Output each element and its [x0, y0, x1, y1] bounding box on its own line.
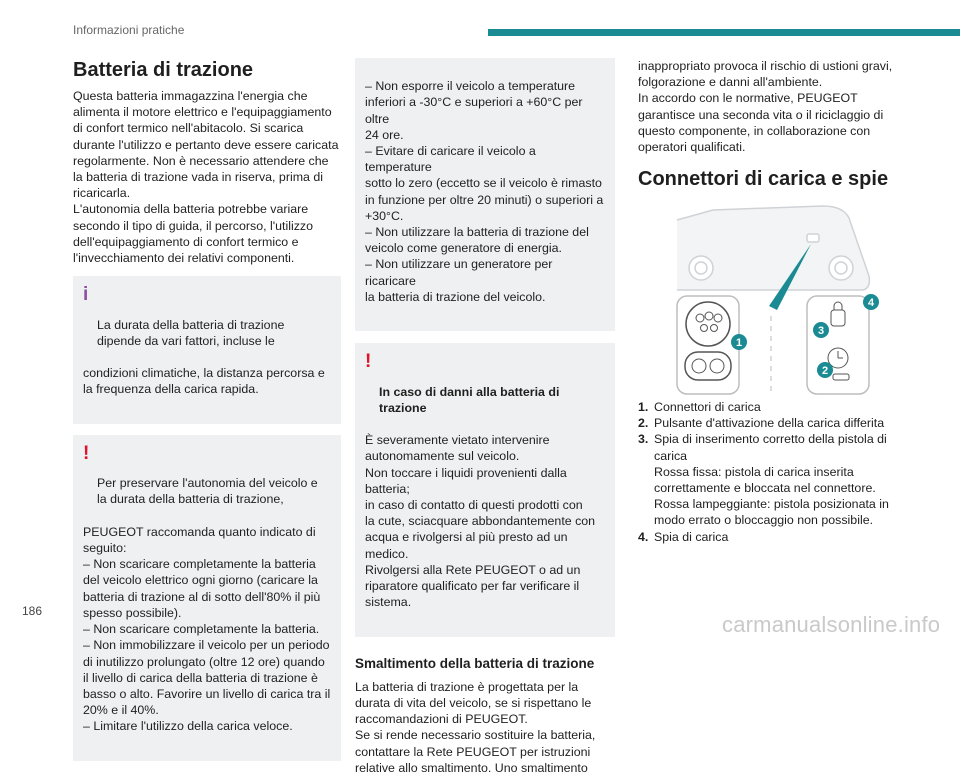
callout-1-label: 1 — [735, 337, 743, 349]
legend-text: Spia di carica — [654, 529, 729, 544]
info-note-first: La durata della batteria di trazione dipende da vari fattori, incluse le — [97, 317, 285, 348]
damage-warning-title: In caso di danni alla batteria di trazione — [379, 384, 560, 415]
callout-2 — [817, 362, 833, 378]
legend-text: Pulsante d'attivazione della carica differita — [654, 416, 885, 431]
vehicle-outline — [677, 206, 869, 290]
section-title-traction-battery: Batteria di trazione — [73, 59, 254, 81]
callout-3 — [813, 322, 829, 338]
legend-text: Connettori di carica — [654, 400, 761, 414]
legend-text: Spia di inserimento corretto della pistola di carica Rossa fissa: pistola di carica inserita correttamente e bloccata nel connettore. Rossa lampeggiante: pistola posizionata in modo errato o bloccaggio non possibile. — [654, 432, 889, 528]
diagram-legend — [638, 399, 903, 545]
warning-note-rest: PEUGEOT raccomanda quanto indicato di seguito: – Non scaricare completamente la batteria del veicolo elettrico ogni giorno (caricare la batteria di trazione al di sotto dell'80% il più spesso possibile). – Non scaricare completamente la batteria. – Non immobilizzare il veicolo per un periodo di inutilizzo prolungato (oltre 12 ore) quando il livello di carica della batteria di trazione è basso o alto. Favorire un livello di carica tra il 20% e il 40%. – Limitare l'utilizzo della carica veloce. — [83, 524, 331, 734]
callout-2-label: 2 — [821, 365, 829, 377]
legend-number: 4. — [638, 529, 649, 544]
callout-4 — [863, 294, 879, 310]
warning-note-first: Per preservare l'autonomia del veicolo e la durata della batteria di trazione, — [97, 476, 318, 507]
warning-icon: ! — [365, 351, 372, 373]
callout-3-label: 3 — [817, 325, 825, 337]
page-number: 186 — [22, 604, 43, 618]
legend-item — [638, 529, 903, 545]
info-note-rest: condizioni climatiche, la distanza percorsa e la frequenza della carica rapida. — [83, 366, 325, 397]
warning-note-box — [73, 435, 341, 761]
disposal-continued-text: inappropriato provoca il rischio di ustioni gravi, folgorazione e danni all'ambiente. In accordo con le normative, PEUGEOT garantisce una seconda vita o il riciclaggio di questo componente, in collaborazione con operatori qualificati. — [638, 59, 893, 155]
watermark: carmanualsonline.info — [722, 612, 941, 637]
info-icon: i — [83, 284, 89, 306]
charging-connector-diagram — [673, 198, 883, 398]
legend-item — [638, 431, 903, 528]
legend-item — [638, 399, 903, 415]
legend-number: 3. — [638, 432, 649, 447]
info-note-box — [73, 276, 341, 424]
damage-warning-box — [355, 343, 615, 636]
column-3 — [638, 58, 903, 197]
indicator-panel — [807, 296, 869, 394]
damage-warning-body: È severamente vietato intervenire autonomamente sul veicolo. Non toccare i liquidi provenienti dalla batteria; in caso di contatto di questi prodotti con la cute, sciacquare abbondantemente con acqua e rivolgersi al più presto ad un medico. Rivolgersi alla Rete PEUGEOT o ad un riparatore qualificato per far verificare il sistema. — [365, 433, 596, 610]
warning-list-box — [355, 58, 615, 331]
section-title-connectors: Connettori di carica e spie — [638, 168, 889, 191]
warning-list-text: – Non esporre il veicolo a temperature inferiori a -30°C e superiori a +60°C per oltre 24 ore. – Evitare di caricare il veicolo a temperature sotto lo zero (eccetto se il veicolo è rimasto in funzione per oltre 20 minuti) o superiori a +30°C. – Non utilizzare la batteria di trazione del veicolo come generatore di energia. – Non utilizzare un generatore per ricaricare la batteria di trazione del veicolo. — [365, 79, 604, 304]
charging-connectors-panel — [677, 296, 739, 394]
warning-icon: ! — [83, 442, 90, 464]
column-1 — [73, 58, 341, 761]
legend-item — [638, 415, 903, 431]
disposal-text: La batteria di trazione è progettata per la durata di vita del veicolo, se si rispettano le raccomandazioni di PEUGEOT. Se si rende necessario sostituire la batteria, contattare la Rete PEUGEOT per istruzioni relative allo smaltimento. Uno smaltimento — [355, 679, 596, 775]
column-2 — [355, 58, 615, 776]
legend-number: 1. — [638, 400, 649, 414]
callout-1 — [731, 334, 747, 350]
battery-intro-paragraph: Questa batteria immagazzina l'energia che alimenta il motore elettrico e l'equipaggiamento di confort termico nell'abitacolo. Si scarica durante l'utilizzo e pertanto deve essere caricata regolarmente. Non è necessario attendere che la batteria di trazione vada in riserva, prima di ricaricarla. L'autonomia della batteria potrebbe variare secondo il tipo di guida, il percorso, l'utilizzo dell'equipaggiamento di confort termico e l'invecchiamento dei relativi componenti. — [73, 89, 339, 266]
section-header: Informazioni pratiche — [73, 23, 185, 37]
header-accent-bar — [488, 29, 960, 36]
legend-number: 2. — [638, 416, 649, 431]
disposal-title: Smaltimento della batteria di trazione — [355, 655, 595, 671]
callout-4-label: 4 — [867, 297, 875, 309]
